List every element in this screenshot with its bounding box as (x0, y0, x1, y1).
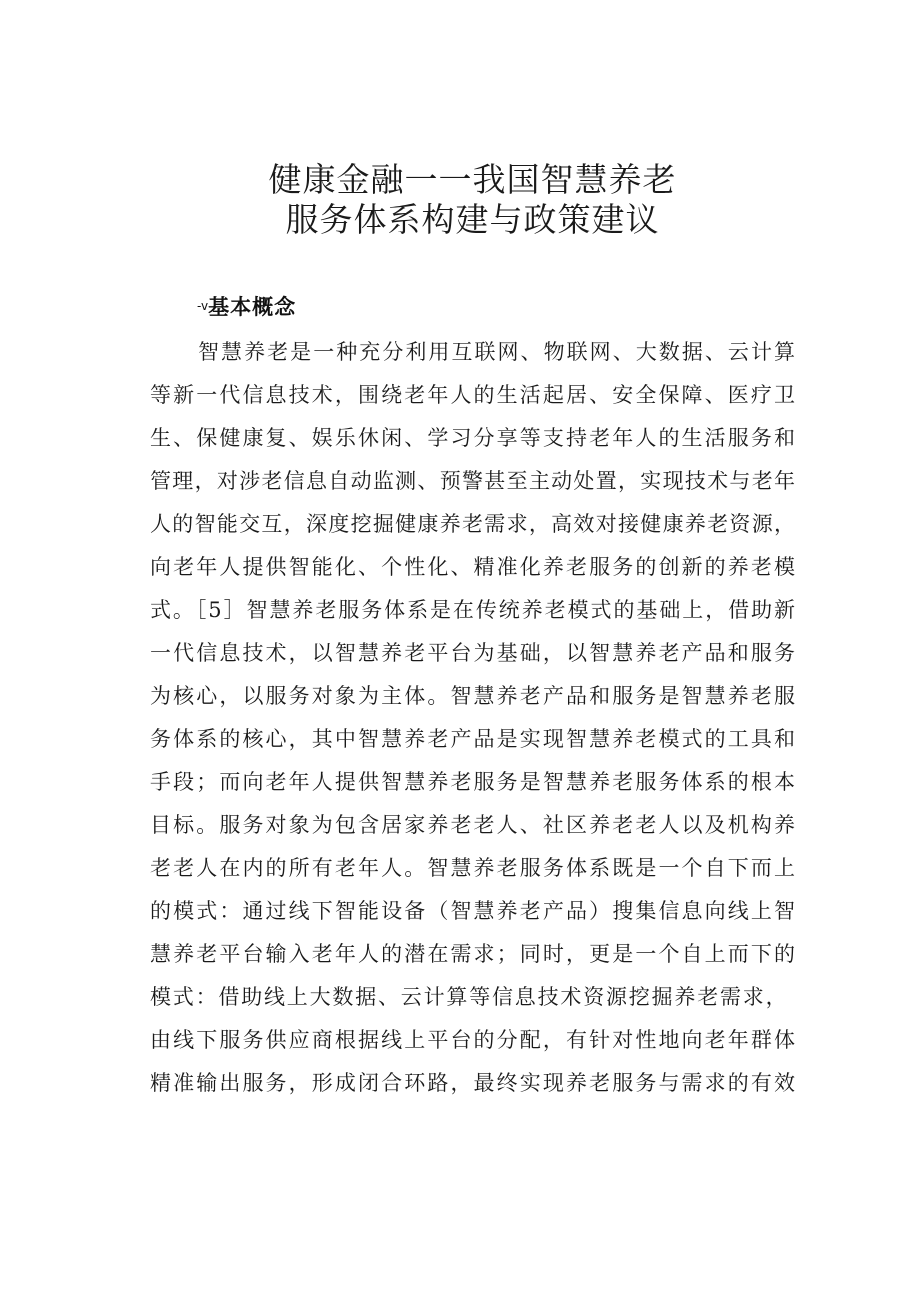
section-heading (197, 291, 296, 321)
body-line: 手段；而向老年人提供智慧养老服务是智慧养老服务体系的根本 (150, 770, 795, 794)
body-line: 向老年人提供智能化、个性化、精准化养老服务的创新的养老模 (150, 555, 795, 579)
body-line: 务体系的核心，其中智慧养老产品是实现智慧养老模式的工具和 (150, 727, 795, 751)
document-title-line-1: 健康金融一一我国智慧养老 (268, 160, 677, 199)
body-line: 一代信息技术，以智慧养老平台为基础，以智慧养老产品和服务 (150, 641, 795, 665)
body-line: 人的智能交互，深度挖掘健康养老需求，高效对接健康养老资源， (150, 512, 795, 536)
body-line: 老老人在内的所有老年人。智慧养老服务体系既是一个自下而上 (150, 856, 795, 880)
body-line: 为核心，以服务对象为主体。智慧养老产品和服务是智慧养老服 (150, 684, 795, 708)
section-heading-prefix: -v (197, 299, 209, 313)
document-title-line-2: 服务体系构建与政策建议 (285, 200, 660, 239)
body-line: 精准输出服务，形成闭合环路，最终实现养老服务与需求的有效 (150, 1071, 795, 1095)
body-line: 式。［5］智慧养老服务体系是在传统养老模式的基础上，借助新 (150, 598, 795, 622)
body-line: 智慧养老是一种充分利用互联网、物联网、大数据、云计算 (198, 340, 795, 364)
body-line: 慧养老平台输入老年人的潜在需求；同时，更是一个自上而下的 (150, 942, 795, 966)
body-line: 的模式：通过线下智能设备（智慧养老产品）搜集信息向线上智 (150, 899, 795, 923)
body-line: 管理，对涉老信息自动监测、预警甚至主动处置，实现技术与老年 (150, 469, 795, 493)
section-heading-text: 基本概念 (208, 295, 297, 319)
body-line: 等新一代信息技术，围绕老年人的生活起居、安全保障、医疗卫 (150, 383, 795, 407)
body-line: 由线下服务供应商根据线上平台的分配，有针对性地向老年群体 (150, 1028, 795, 1052)
body-line: 目标。服务对象为包含居家养老老人、社区养老老人以及机构养 (150, 813, 795, 837)
body-line: 生、保健康复、娱乐休闲、学习分享等支持老年人的生活服务和 (150, 426, 795, 450)
body-line: 模式：借助线上大数据、云计算等信息技术资源挖掘养老需求， (150, 985, 789, 1009)
